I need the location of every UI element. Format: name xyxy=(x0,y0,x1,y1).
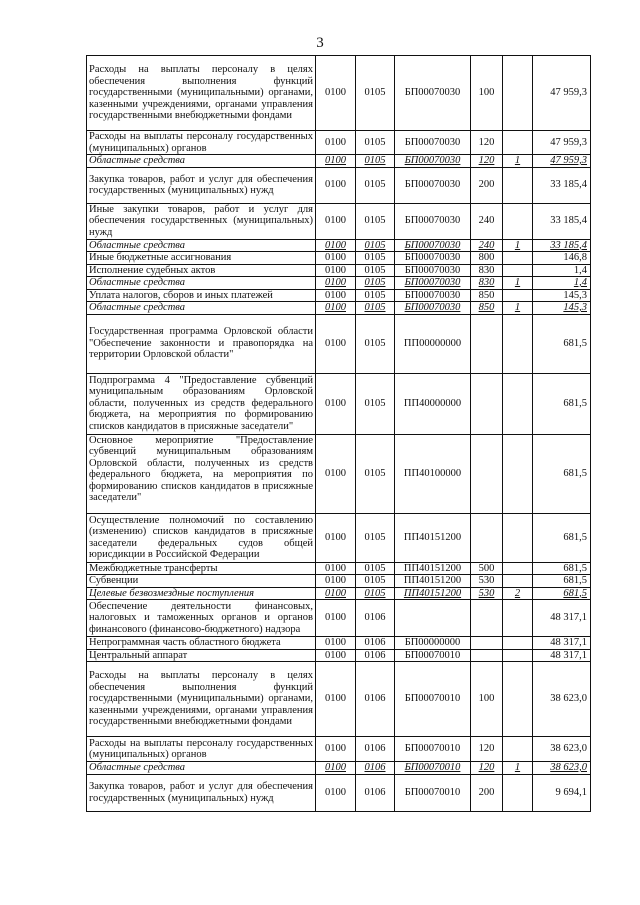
page-number: 3 xyxy=(316,35,324,51)
cell-expense-type: 100 xyxy=(471,56,503,131)
table-row xyxy=(87,203,591,239)
cell-target-article: БП00070030 xyxy=(395,289,471,302)
cell-funding-source: 1 xyxy=(503,239,533,252)
cell-section: 0100 xyxy=(316,737,356,762)
table-row xyxy=(87,289,591,302)
cell-name: Расходы на выплаты персоналу в целях обеспечения выполнения функций государственными (муниципальными) органами, казенными учреждениями, органами управления государственными внебюджетными фондами xyxy=(87,56,316,131)
cell-name: Расходы на выплаты персоналу в целях обеспечения выполнения функций государственными (муниципальными) органами, казенными учреждениями, органами управления государственными внебюджетными фондами xyxy=(87,662,316,737)
table-row xyxy=(87,373,591,434)
cell-funding-source xyxy=(503,737,533,762)
budget-table xyxy=(86,55,591,812)
cell-subsection: 0106 xyxy=(356,774,395,811)
cell-name: Исполнение судебных актов xyxy=(87,264,316,277)
cell-amount: 33 185,4 xyxy=(533,167,591,203)
cell-target-article: БП00070030 xyxy=(395,264,471,277)
table-row xyxy=(87,155,591,168)
cell-subsection: 0105 xyxy=(356,56,395,131)
cell-target-article: БП00070030 xyxy=(395,203,471,239)
cell-funding-source: 1 xyxy=(503,155,533,168)
cell-funding-source xyxy=(503,314,533,373)
table-row xyxy=(87,56,591,131)
cell-amount: 1,4 xyxy=(533,277,591,290)
cell-section: 0100 xyxy=(316,239,356,252)
cell-target-article: БП00070030 xyxy=(395,252,471,265)
table-row xyxy=(87,662,591,737)
cell-funding-source xyxy=(503,167,533,203)
cell-expense-type: 240 xyxy=(471,239,503,252)
cell-section: 0100 xyxy=(316,277,356,290)
cell-expense-type xyxy=(471,637,503,650)
cell-target-article: БП00070030 xyxy=(395,239,471,252)
cell-expense-type: 200 xyxy=(471,167,503,203)
cell-expense-type: 830 xyxy=(471,277,503,290)
cell-subsection: 0105 xyxy=(356,434,395,513)
cell-expense-type xyxy=(471,434,503,513)
table-row xyxy=(87,575,591,588)
cell-amount: 48 317,1 xyxy=(533,600,591,637)
cell-target-article: БП00070030 xyxy=(395,302,471,315)
cell-funding-source xyxy=(503,252,533,265)
cell-subsection: 0105 xyxy=(356,155,395,168)
cell-section: 0100 xyxy=(316,302,356,315)
cell-funding-source xyxy=(503,637,533,650)
cell-subsection: 0106 xyxy=(356,637,395,650)
cell-subsection: 0105 xyxy=(356,373,395,434)
cell-target-article: ПП40151200 xyxy=(395,575,471,588)
cell-amount: 33 185,4 xyxy=(533,203,591,239)
table-body xyxy=(87,56,591,812)
cell-amount: 47 959,3 xyxy=(533,131,591,155)
cell-name: Областные средства xyxy=(87,277,316,290)
cell-section: 0100 xyxy=(316,762,356,775)
cell-amount: 681,5 xyxy=(533,587,591,600)
table-row xyxy=(87,587,591,600)
cell-funding-source xyxy=(503,131,533,155)
cell-expense-type: 850 xyxy=(471,302,503,315)
table-row xyxy=(87,774,591,811)
table-row xyxy=(87,302,591,315)
cell-funding-source xyxy=(503,203,533,239)
cell-funding-source: 2 xyxy=(503,587,533,600)
cell-funding-source xyxy=(503,662,533,737)
table-row xyxy=(87,264,591,277)
cell-amount: 48 317,1 xyxy=(533,637,591,650)
cell-subsection: 0105 xyxy=(356,277,395,290)
cell-name: Межбюджетные трансферты xyxy=(87,562,316,575)
cell-expense-type: 120 xyxy=(471,737,503,762)
cell-amount: 38 623,0 xyxy=(533,662,591,737)
table-row xyxy=(87,277,591,290)
cell-name: Обеспечение деятельности финансовых, налоговых и таможенных органов и органов финансового (финансово-бюджетного) надзора xyxy=(87,600,316,637)
cell-name: Областные средства xyxy=(87,302,316,315)
cell-name: Непрограммная часть областного бюджета xyxy=(87,637,316,650)
table-row xyxy=(87,167,591,203)
table-row xyxy=(87,513,591,562)
cell-expense-type: 530 xyxy=(471,575,503,588)
cell-expense-type: 120 xyxy=(471,155,503,168)
cell-target-article: БП00070030 xyxy=(395,277,471,290)
cell-expense-type: 100 xyxy=(471,662,503,737)
cell-amount: 47 959,3 xyxy=(533,56,591,131)
cell-section: 0100 xyxy=(316,264,356,277)
cell-name: Осуществление полномочий по составлению (изменению) списков кандидатов в присяжные заседатели федеральных судов общей юрисдикции в Российской Федерации xyxy=(87,513,316,562)
cell-funding-source xyxy=(503,774,533,811)
cell-amount: 681,5 xyxy=(533,373,591,434)
cell-target-article: ПП40151200 xyxy=(395,562,471,575)
table-row xyxy=(87,314,591,373)
cell-name: Областные средства xyxy=(87,155,316,168)
cell-section: 0100 xyxy=(316,167,356,203)
cell-name: Центральный аппарат xyxy=(87,649,316,662)
cell-name: Уплата налогов, сборов и иных платежей xyxy=(87,289,316,302)
cell-expense-type: 830 xyxy=(471,264,503,277)
cell-target-article: ПП40100000 xyxy=(395,434,471,513)
cell-expense-type xyxy=(471,373,503,434)
cell-name: Закупка товаров, работ и услуг для обеспечения государственных (муниципальных) нужд xyxy=(87,167,316,203)
table-row xyxy=(87,434,591,513)
cell-subsection: 0105 xyxy=(356,302,395,315)
cell-subsection: 0105 xyxy=(356,289,395,302)
cell-section: 0100 xyxy=(316,434,356,513)
cell-name: Основное мероприятие "Предоставление субвенций муниципальным образованиям Орловской области, полученных из средств федерального бюджета, на мероприятия по формированию списков кандидатов в присяжные заседатели" xyxy=(87,434,316,513)
cell-target-article: БП00000000 xyxy=(395,637,471,650)
cell-amount: 9 694,1 xyxy=(533,774,591,811)
cell-funding-source xyxy=(503,600,533,637)
cell-amount: 38 623,0 xyxy=(533,762,591,775)
table-row xyxy=(87,131,591,155)
cell-subsection: 0105 xyxy=(356,252,395,265)
cell-name: Иные закупки товаров, работ и услуг для обеспечения государственных (муниципальных) нужд xyxy=(87,203,316,239)
cell-section: 0100 xyxy=(316,131,356,155)
cell-section: 0100 xyxy=(316,513,356,562)
cell-name: Иные бюджетные ассигнования xyxy=(87,252,316,265)
cell-expense-type: 530 xyxy=(471,587,503,600)
cell-section: 0100 xyxy=(316,600,356,637)
cell-amount: 145,3 xyxy=(533,289,591,302)
cell-section: 0100 xyxy=(316,56,356,131)
cell-subsection: 0105 xyxy=(356,239,395,252)
cell-funding-source xyxy=(503,56,533,131)
cell-target-article xyxy=(395,600,471,637)
table-row xyxy=(87,737,591,762)
cell-section: 0100 xyxy=(316,562,356,575)
cell-amount: 681,5 xyxy=(533,562,591,575)
cell-subsection: 0105 xyxy=(356,167,395,203)
cell-subsection: 0105 xyxy=(356,264,395,277)
cell-target-article: БП00070010 xyxy=(395,774,471,811)
cell-name: Подпрограмма 4 "Предоставление субвенций муниципальным образованиям Орловской области, полученных из средств федерального бюджета, на мероприятия по формированию списков кандидатов в присяжные заседатели" xyxy=(87,373,316,434)
cell-target-article: ПП00000000 xyxy=(395,314,471,373)
cell-expense-type xyxy=(471,649,503,662)
cell-target-article: БП00070010 xyxy=(395,762,471,775)
cell-subsection: 0105 xyxy=(356,131,395,155)
cell-amount: 47 959,3 xyxy=(533,155,591,168)
cell-funding-source xyxy=(503,513,533,562)
cell-amount: 48 317,1 xyxy=(533,649,591,662)
cell-funding-source xyxy=(503,264,533,277)
cell-expense-type: 800 xyxy=(471,252,503,265)
cell-funding-source xyxy=(503,562,533,575)
cell-funding-source: 1 xyxy=(503,302,533,315)
cell-subsection: 0106 xyxy=(356,662,395,737)
cell-amount: 1,4 xyxy=(533,264,591,277)
cell-name: Областные средства xyxy=(87,762,316,775)
cell-funding-source xyxy=(503,575,533,588)
table-row xyxy=(87,649,591,662)
cell-amount: 146,8 xyxy=(533,252,591,265)
cell-name: Целевые безвозмездные поступления xyxy=(87,587,316,600)
cell-funding-source xyxy=(503,373,533,434)
cell-funding-source xyxy=(503,289,533,302)
cell-section: 0100 xyxy=(316,662,356,737)
cell-amount: 33 185,4 xyxy=(533,239,591,252)
table-row xyxy=(87,252,591,265)
cell-name: Расходы на выплаты персоналу государственных (муниципальных) органов xyxy=(87,737,316,762)
cell-funding-source xyxy=(503,434,533,513)
cell-name: Государственная программа Орловской области "Обеспечение законности и правопорядка на территории Орловской области" xyxy=(87,314,316,373)
cell-subsection: 0105 xyxy=(356,314,395,373)
table-row xyxy=(87,239,591,252)
cell-target-article: БП00070030 xyxy=(395,131,471,155)
cell-target-article: БП00070030 xyxy=(395,167,471,203)
cell-name: Расходы на выплаты персоналу государственных (муниципальных) органов xyxy=(87,131,316,155)
cell-expense-type: 120 xyxy=(471,762,503,775)
cell-section: 0100 xyxy=(316,155,356,168)
cell-subsection: 0105 xyxy=(356,562,395,575)
cell-section: 0100 xyxy=(316,203,356,239)
cell-target-article: БП00070030 xyxy=(395,56,471,131)
cell-section: 0100 xyxy=(316,373,356,434)
cell-subsection: 0105 xyxy=(356,513,395,562)
cell-expense-type: 120 xyxy=(471,131,503,155)
cell-section: 0100 xyxy=(316,649,356,662)
cell-section: 0100 xyxy=(316,252,356,265)
cell-subsection: 0106 xyxy=(356,737,395,762)
cell-amount: 681,5 xyxy=(533,575,591,588)
cell-expense-type: 850 xyxy=(471,289,503,302)
cell-expense-type xyxy=(471,600,503,637)
cell-subsection: 0106 xyxy=(356,649,395,662)
cell-name: Закупка товаров, работ и услуг для обеспечения государственных (муниципальных) нужд xyxy=(87,774,316,811)
cell-amount: 145,3 xyxy=(533,302,591,315)
cell-section: 0100 xyxy=(316,289,356,302)
cell-section: 0100 xyxy=(316,774,356,811)
table-row xyxy=(87,762,591,775)
cell-section: 0100 xyxy=(316,314,356,373)
cell-amount: 681,5 xyxy=(533,513,591,562)
cell-target-article: БП00070010 xyxy=(395,737,471,762)
cell-target-article: БП00070010 xyxy=(395,662,471,737)
cell-subsection: 0105 xyxy=(356,203,395,239)
cell-expense-type xyxy=(471,314,503,373)
cell-section: 0100 xyxy=(316,587,356,600)
cell-expense-type: 200 xyxy=(471,774,503,811)
cell-amount: 681,5 xyxy=(533,434,591,513)
cell-funding-source: 1 xyxy=(503,762,533,775)
cell-amount: 38 623,0 xyxy=(533,737,591,762)
cell-section: 0100 xyxy=(316,637,356,650)
table-row xyxy=(87,637,591,650)
cell-subsection: 0106 xyxy=(356,762,395,775)
cell-name: Областные средства xyxy=(87,239,316,252)
cell-target-article: ПП40151200 xyxy=(395,513,471,562)
table-row xyxy=(87,562,591,575)
cell-expense-type: 500 xyxy=(471,562,503,575)
cell-section: 0100 xyxy=(316,575,356,588)
cell-funding-source xyxy=(503,649,533,662)
cell-target-article: ПП40151200 xyxy=(395,587,471,600)
cell-funding-source: 1 xyxy=(503,277,533,290)
cell-target-article: БП00070030 xyxy=(395,155,471,168)
cell-target-article: ПП40000000 xyxy=(395,373,471,434)
table-row xyxy=(87,600,591,637)
cell-expense-type xyxy=(471,513,503,562)
cell-expense-type: 240 xyxy=(471,203,503,239)
cell-subsection: 0105 xyxy=(356,587,395,600)
cell-name: Субвенции xyxy=(87,575,316,588)
cell-amount: 681,5 xyxy=(533,314,591,373)
cell-subsection: 0105 xyxy=(356,575,395,588)
cell-subsection: 0106 xyxy=(356,600,395,637)
cell-target-article: БП00070010 xyxy=(395,649,471,662)
